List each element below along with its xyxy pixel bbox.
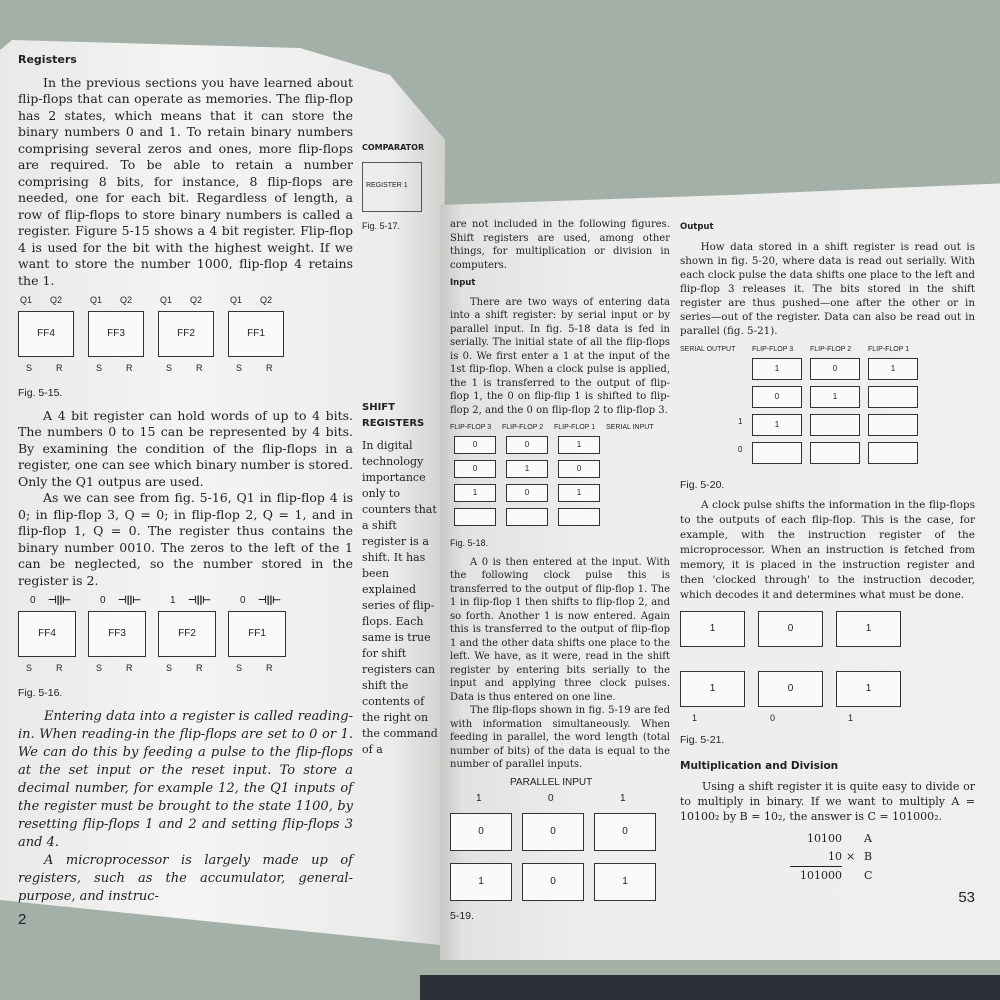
q-value: 0 [30, 595, 36, 606]
flip-flop-cell: 1 [836, 671, 901, 707]
r-label: R [266, 363, 273, 373]
calc-c: 101000 [800, 869, 842, 882]
flip-flop-box: FF4 [18, 611, 76, 657]
left-column [18, 52, 353, 928]
parallel-input-title: PARALLEL INPUT [510, 776, 593, 788]
output-value: 1 [738, 417, 743, 426]
middle-strip [362, 140, 442, 758]
s-label: S [26, 363, 33, 373]
calc-op: × [846, 850, 856, 863]
flip-flop-cell: 0 [752, 386, 802, 408]
battery-icon: ⊣||⊢ [258, 595, 282, 606]
heading-registers: Registers [18, 53, 77, 66]
output-value: 0 [770, 713, 776, 723]
right-column-2 [680, 220, 975, 905]
calc-b-label: B [864, 850, 873, 863]
input-value: 1 [620, 792, 626, 804]
flip-flop-box: FF2 [158, 611, 216, 657]
flip-flop-cell [810, 442, 860, 464]
input-value: 1 [476, 792, 482, 804]
input-section [450, 296, 670, 418]
output-value: 1 [692, 713, 698, 723]
s-label: S [96, 663, 103, 673]
fig-caption: Fig. 5-16. [18, 687, 63, 699]
flip-flop-box: FF2 [158, 311, 214, 357]
flip-flop-cell [558, 508, 600, 526]
fig-caption: Fig. 5-20. [680, 479, 725, 491]
calc-c-label: C [864, 869, 873, 882]
fig-caption: Fig. 5-18. [450, 538, 489, 548]
flip-flop-cell [868, 386, 918, 408]
left-middle [18, 408, 353, 590]
serial-output-label: SERIAL OUTPUT [680, 346, 736, 353]
r-label: R [126, 363, 133, 373]
flip-flop-box: FF1 [228, 311, 284, 357]
column-header: FLIP-FLOP 3 [450, 424, 492, 431]
heading-output: Output [680, 222, 714, 232]
r-label: R [126, 663, 133, 673]
flip-flop-cell [868, 442, 918, 464]
heading-input: Input [450, 278, 476, 288]
column-header: SERIAL INPUT [606, 424, 654, 431]
q2-label: Q2 [50, 295, 63, 305]
flip-flop-cell: 0 [454, 460, 496, 478]
figure-5-21 [680, 609, 915, 727]
figure-5-15 [18, 295, 308, 379]
output-value: 0 [738, 445, 743, 454]
output-section [680, 240, 975, 338]
right-column-1 [450, 218, 670, 923]
flip-flop-cell: 1 [868, 358, 918, 380]
flip-flop-cell: 0 [558, 460, 600, 478]
figure-5-16 [18, 595, 308, 679]
flip-flop-cell [454, 508, 496, 526]
s-label: S [96, 363, 103, 373]
input-value: 0 [548, 792, 554, 804]
paragraph: In the previous sections you have learned about flip-flops that can operate as memories. The flip-flop has 2 states, which means that it can store the binary numbers 0 and 1. To retain binary numbers comprising several zeros and ones, more flip-flops are required. To be able to retain a number comprising 8 bits, for instance, 8 flip-flops are needed, one for each bit. Regardless of length, a row of flip-flops to store binary numbers is called a register. Figure 5-15 shows a 4 bit register. Flip-flop 4 is used for the bit with the highest weight. If we want to store the number 1000, flip-flop 4 retains the 1. [18, 74, 353, 288]
paragraph: Entering data into a register is called reading-in. When reading-in the flip-flops are set to 0 or 1. We can do this by feeding a pulse to the flip-flops at the set input or the reset input. To store a decimal number, for example 12, the Q1 inputs of the register must be brought to the state 1100, by resetting flip-flops 1 and 2 and setting flip-flops 3 and 4. [18, 708, 353, 850]
flip-flop-cell: 0 [522, 813, 584, 851]
flip-flop-cell: 1 [752, 414, 802, 436]
heading-shift-registers: SHIFT REGISTERS [362, 402, 425, 429]
flip-flop-box: FF1 [228, 611, 286, 657]
paragraph: The flip-flops shown in fig. 5-19 are fed with information simultaneously. When feeding in parallel, the word length (total number of bits) of the data is equal to the number of parallel inputs. [450, 705, 670, 770]
paragraph: are not included in the following figures. Shift registers are used, among other things, for multiplication or division in computers. [450, 219, 670, 271]
s-label: S [166, 363, 173, 373]
figure-5-18 [450, 422, 660, 532]
page-number-left: 2 [18, 910, 27, 928]
figure-5-19 [450, 777, 665, 905]
flip-flop-cell: 1 [836, 611, 901, 647]
paragraph: A microprocessor is largely made up of registers, such as the accumulator, general-purpose, and instruc- [18, 852, 353, 904]
q2-label: Q2 [260, 295, 273, 305]
book-cover [420, 975, 1000, 1000]
fig-caption: Fig. 5-15. [18, 387, 63, 399]
flip-flop-cell: 0 [506, 436, 548, 454]
r-label: R [56, 663, 63, 673]
flip-flop-cell: 0 [594, 813, 656, 851]
paragraph: There are two ways of entering data into a shift register: by serial input or by parallel input. In fig. 5-18 data is fed in serially. The initial state of all the flip-flops is 0. We first enter a 1 at the input of the 1st flip-flop. When a clock pulse is applied, the 1 is transferred to the output of flip-flop 1, the 0 on flip-flip 1 is shifted to flip-flop 2, and the 0 on flip-flop 2 to flip-flop 3. [450, 296, 670, 416]
flip-flop-cell [868, 414, 918, 436]
q1-label: Q1 [20, 295, 33, 305]
multiplication-section [680, 779, 975, 824]
calc-b: 10 [790, 848, 842, 867]
flip-flop-box: FF4 [18, 311, 74, 357]
column-header: FLIP-FLOP 2 [502, 424, 544, 431]
calculation [790, 830, 975, 885]
calc-a-label: A [864, 832, 872, 845]
paragraph: As we can see from fig. 5-16, Q1 in flip-flop 4 is 0; in flip-flop 3, Q = 0; in flip-flop 2, Q = 1, and in flip-flop 1, Q = 0. The register thus contains the binary number 0010. The zeros to the left of the 1 can be neglected, so the number stored in the register is 2. [18, 490, 353, 588]
r-label: R [266, 663, 273, 673]
q2-label: Q2 [190, 295, 203, 305]
register-box: REGISTER 1 [362, 162, 422, 212]
comparator-heading: COMPARATOR [362, 143, 425, 152]
flip-flop-cell: 0 [758, 611, 823, 647]
flip-flop-cell: 1 [558, 484, 600, 502]
flip-flop-box: FF3 [88, 311, 144, 357]
output-value: 1 [848, 713, 854, 723]
fig-caption: Fig. 5-21. [680, 734, 725, 746]
calc-a: 10100 [807, 832, 842, 845]
flip-flop-cell: 1 [594, 863, 656, 901]
left-bottom [18, 708, 353, 906]
q-value: 0 [240, 595, 246, 606]
column-header: FLIP-FLOP 1 [868, 346, 910, 353]
flip-flop-cell: 0 [454, 436, 496, 454]
r-label: R [56, 363, 63, 373]
s-label: S [166, 663, 173, 673]
battery-icon: ⊣||⊢ [118, 595, 142, 606]
q1-label: Q1 [230, 295, 243, 305]
flip-flop-cell [506, 508, 548, 526]
column-header: FLIP-FLOP 1 [554, 424, 596, 431]
battery-icon: ⊣||⊢ [48, 595, 72, 606]
q-value: 1 [170, 595, 176, 606]
fig-caption: Fig. 5-17. [362, 221, 401, 231]
clock-section [680, 498, 975, 603]
paragraph: A clock pulse shifts the information in the flip-flops to the outputs of each flip-flop. This is the case, for example, with the instruction register of the microprocessor. When an instruction is fetched from memory, it is placed in the instruction register and then 'clocked through' to the instruction decoder, which decodes it and determines what must be done. [680, 499, 975, 601]
q1-label: Q1 [160, 295, 173, 305]
s-label: S [26, 663, 33, 673]
column-header: FLIP-FLOP 2 [810, 346, 852, 353]
fig-caption: 5-19. [450, 909, 474, 922]
s-label: S [236, 663, 243, 673]
q-value: 0 [100, 595, 106, 606]
page-number-right: 53 [958, 889, 975, 906]
paragraph: In digital technology importance only to counters that a shift register is a shift. It has been explained series of flip-flops. Each same is true for shift registers can shift the contents of the right on the command of a [362, 439, 438, 756]
flip-flop-cell: 1 [454, 484, 496, 502]
flip-flop-cell: 0 [506, 484, 548, 502]
s-label: S [236, 363, 243, 373]
q1-label: Q1 [90, 295, 103, 305]
flip-flop-cell: 1 [810, 386, 860, 408]
flip-flop-cell: 1 [680, 611, 745, 647]
flip-flop-cell: 0 [810, 358, 860, 380]
flip-flop-cell: 0 [758, 671, 823, 707]
flip-flop-cell: 1 [450, 863, 512, 901]
battery-icon: ⊣||⊢ [188, 595, 212, 606]
flip-flop-cell: 1 [558, 436, 600, 454]
flip-flop-cell: 1 [680, 671, 745, 707]
paragraph: A 4 bit register can hold words of up to 4 bits. The numbers 0 to 15 can be represented by 4 bits. By examining the condition of the flip-flops in a register, one can see which binary number is stored. Only the Q1 outpus are used. [18, 407, 353, 489]
r-label: R [196, 663, 203, 673]
flip-flop-cell: 1 [506, 460, 548, 478]
flip-flop-box: FF3 [88, 611, 146, 657]
left-intro [18, 75, 353, 290]
flip-flop-cell: 0 [522, 863, 584, 901]
q2-label: Q2 [120, 295, 133, 305]
paragraph: Using a shift register it is quite easy to divide or to multiply in binary. If we want to multiply A = 10100₂ by B = 10₂, the answer is C = 101000₂. [680, 780, 975, 823]
flip-flop-cell: 1 [752, 358, 802, 380]
flip-flop-cell: 0 [450, 813, 512, 851]
paragraph: How data stored in a shift register is read out is shown in fig. 5-20, where data is read out serially. With each clock pulse the data shifts one place to the left and flip-flop 3 releases it. The bits stored in the shift register are thus pushed—one after the other or in series—out of the register. Data can also be read out in parallel (fig. 5-21). [680, 241, 975, 337]
r-label: R [196, 363, 203, 373]
figure-5-20 [680, 344, 930, 472]
right-middle [450, 556, 670, 772]
flip-flop-cell [752, 442, 802, 464]
flip-flop-cell [810, 414, 860, 436]
heading-multiplication: Multiplication and Division [680, 760, 839, 772]
paragraph: A 0 is then entered at the input. With the following clock pulse this is transferred to the output of flip-flop 1. The 1 in flip-flop 1 then shifts to flip-flop 2, and so forth. Another 1 is now entered. Again this is transferred to the output of flip-flop 1 and the other data shifts one place to the left. We have, as it were, read in the shift register by entering bits serially to the input and applying three clock pulses. Data is thus entered on one line. [450, 556, 670, 703]
column-header: FLIP-FLOP 3 [752, 346, 794, 353]
